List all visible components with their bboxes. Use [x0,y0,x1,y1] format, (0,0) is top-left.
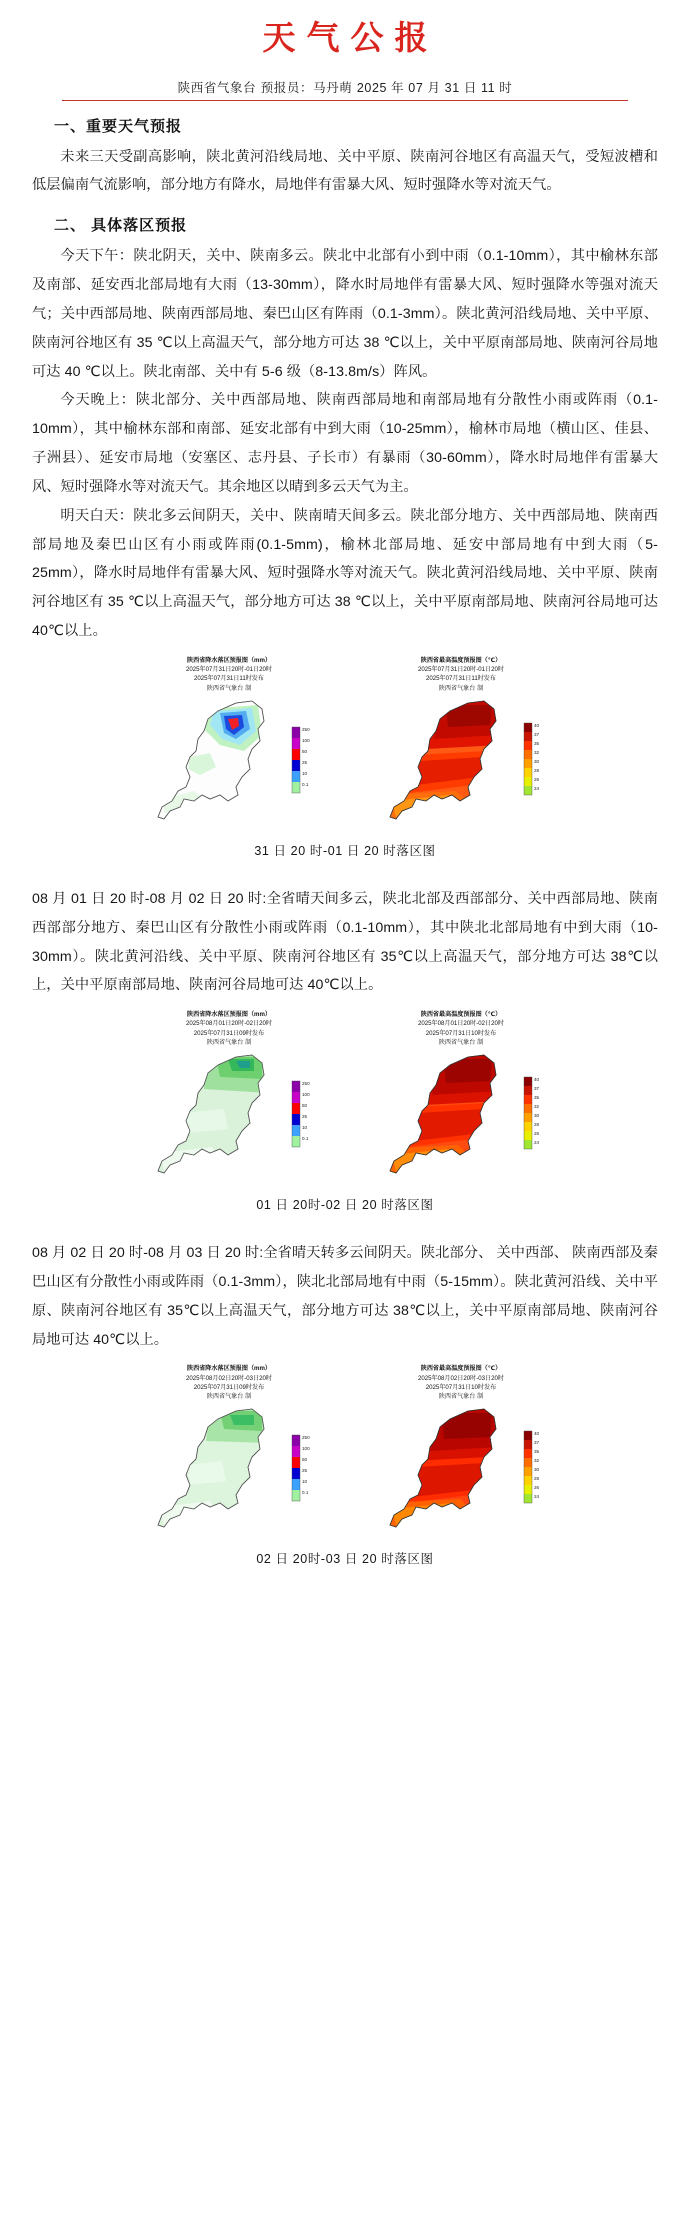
precip-legend [292,1435,310,1501]
figure-day1 [32,656,658,859]
shaanxi-precipitation-map-day1 [124,695,334,833]
map-issued: 2025年07月31日11时发布 [425,675,496,683]
masthead [0,0,690,64]
svg-text:25: 25 [302,759,308,765]
map-row-day1 [32,656,658,835]
svg-text:0.1: 0.1 [302,1490,309,1496]
map-period: 2025年08月01日20时-02日20时 [417,1020,505,1028]
figure-day3 [32,1364,658,1567]
svg-text:37: 37 [534,1086,540,1092]
svg-text:10: 10 [302,770,308,776]
svg-text:24: 24 [534,785,540,791]
forecast-today-afternoon: 今天下午：陕北阴天，关中、陕南多云。陕北中北部有小到中雨（0.1-10mm），其中榆林东部及南部、延安西北部局地有大雨（13-30mm），降水时局地伴有雷暴大风、短时强降水等强对流天气；关中西部局地、陕南西部局地、秦巴山区有阵雨（0.1-3mm）。陕北黄河沿线局地、关中平原、陕南河谷地区有 35 ℃以上高温天气，部分地方可达 38 ℃以上，关中平原南部局地、陕南河谷局地可达 40 ℃以上。陕北南部、关中有 5-6 级（8-13.8m/s）阵风。 [32,248,658,380]
svg-text:30: 30 [534,758,540,764]
svg-text:28: 28 [534,1476,540,1482]
shaanxi-temperature-map-day2 [356,1049,566,1187]
svg-text:25: 25 [302,1114,308,1120]
map-canvas-precipitation-day3 [120,1403,338,1543]
map-card-temperature-day1 [352,656,570,835]
map-issued: 2025年07月31日10时发布 [425,1029,497,1037]
svg-text:40: 40 [534,1077,540,1083]
svg-text:250: 250 [302,1435,310,1441]
map-source: 陕西省气象台 制 [438,1393,484,1401]
shaanxi-temperature-map-day1 [356,695,566,833]
figure-caption-day1: 31 日 20 时-01 日 20 时落区图 [254,843,436,858]
svg-text:28: 28 [534,767,540,773]
document-body [32,115,658,1568]
map-period: 2025年07月31日20时-01日20时 [417,666,505,674]
byline-office: 陕西省气象台 [177,80,257,95]
map-row-day2 [32,1010,658,1189]
svg-text:25: 25 [302,1468,308,1474]
map-card-precipitation-day3 [120,1364,338,1543]
svg-text:24: 24 [534,1494,540,1500]
map-title: 陕西省降水落区预报图（mm） [187,1011,271,1019]
precip-legend [292,727,310,793]
map-card-precipitation-day1 [120,656,338,835]
svg-text:10: 10 [302,1125,308,1131]
temp-bands [386,1053,501,1177]
temp-legend [524,1077,540,1149]
map-period: 2025年08月02日20时-03日20时 [185,1374,273,1382]
svg-text:50: 50 [302,1457,308,1463]
precip-bands [160,1407,269,1525]
section-heading-1: 一、重要天气预报 [54,117,183,135]
map-title: 陕西省最高温度预报图（℃） [420,1011,502,1019]
svg-text:50: 50 [302,748,308,754]
svg-text:24: 24 [534,1140,540,1146]
map-card-temperature-day3 [352,1364,570,1543]
map-issued: 2025年07月31日10时发布 [425,1383,497,1391]
forecast-day2-intro: 08 月 01 日 20 时-08 月 02 日 20 时:全省晴天间多云，陕北北部及西部部分、关中西部局地、陕南西部部分地方、秦巴山区有分散性小雨或阵雨（0.1-10mm），其中陕北北部局地有中到大雨（10-30mm）。陕北黄河沿线、关中平原、陕南河谷地区有 35℃以上高温天气，部分地方可达 38℃以上，关中平原南部局地、陕南河谷局地可达 40℃以上。 [32,890,658,994]
svg-text:30: 30 [534,1113,540,1119]
map-title: 陕西省最高温度预报图（℃） [420,656,502,664]
svg-text:250: 250 [302,726,310,732]
map-head-temperature-day3 [352,1364,570,1401]
map-card-precipitation-day2 [120,1010,338,1189]
map-head-temperature-day1 [352,656,570,693]
map-head-temperature-day2 [352,1010,570,1047]
svg-text:100: 100 [302,1446,310,1452]
page-title: 天气公报 [262,18,439,57]
map-head-precipitation-day1 [120,656,338,693]
svg-text:10: 10 [302,1479,308,1485]
svg-text:100: 100 [302,737,310,743]
byline-forecaster: 预报员：马丹萌 [260,80,353,95]
svg-text:37: 37 [534,1440,540,1446]
svg-text:26: 26 [534,776,540,782]
svg-text:250: 250 [302,1081,310,1087]
map-title: 陕西省最高温度预报图（℃） [420,1365,502,1373]
map-source: 陕西省气象台 制 [206,1038,252,1046]
svg-text:0.1: 0.1 [302,1136,309,1142]
temp-legend [524,723,540,795]
precip-bands [160,1053,269,1171]
forecast-tonight: 今天晚上：陕北部分、关中西部局地、陕南西部局地和南部局地有分散性小雨或阵雨（0.1-10mm），其中榆林东部和南部、延安北部有中到大雨（10-25mm），榆林市局地（横山区、佳县、子洲县）、延安市局地（安塞区、志丹县、子长市）有暴雨（30-60mm），降水时局地伴有雷暴大风、短时强降水等对流天气。其余地区以晴到多云天气为主。 [32,392,658,495]
svg-text:50: 50 [302,1103,308,1109]
svg-text:32: 32 [534,1458,540,1464]
map-canvas-temperature-day3 [352,1403,570,1543]
svg-text:32: 32 [534,749,540,755]
map-canvas-precipitation-day2 [120,1049,338,1189]
map-head-precipitation-day3 [120,1364,338,1401]
svg-text:40: 40 [534,1431,540,1437]
map-source: 陕西省气象台 制 [206,684,252,692]
map-source: 陕西省气象台 制 [206,1393,252,1401]
map-source: 陕西省气象台 制 [438,1038,484,1046]
svg-text:26: 26 [534,1131,540,1137]
map-head-precipitation-day2 [120,1010,338,1047]
map-row-day3 [32,1364,658,1543]
shaanxi-precipitation-map-day3 [124,1403,334,1541]
byline-datetime: 2025 年 07 月 31 日 11 时 [356,80,513,95]
map-issued: 2025年07月31日09时发布 [193,1029,265,1037]
svg-text:100: 100 [302,1092,310,1098]
svg-text:26: 26 [534,1485,540,1491]
svg-text:35: 35 [534,1095,540,1101]
map-period: 2025年08月01日20时-02日20时 [185,1020,273,1028]
map-card-temperature-day2 [352,1010,570,1189]
figure-caption-day2: 01 日 20时-02 日 20 时落区图 [256,1198,434,1213]
section-heading-2: 二、 具体落区预报 [54,217,188,235]
map-issued: 2025年07月31日11时发布 [193,675,264,683]
map-period: 2025年08月02日20时-03日20时 [417,1374,505,1382]
figure-caption-day3: 02 日 20时-03 日 20 时落区图 [256,1552,434,1567]
forecast-day3-intro: 08 月 02 日 20 时-08 月 03 日 20 时:全省晴天转多云间阴天。陕北部分、 关中西部、 陕南西部及秦巴山区有分散性小雨或阵雨（0.1-3mm），陕北北部局地有中雨（5-15mm）。陕北黄河沿线、关中平原、陕南河谷地区有 35℃以上高温天气，部分地方可达 38℃以上，关中平原南部局地、陕南河谷局地可达 40℃以上。 [32,1245,658,1348]
svg-text:35: 35 [534,1449,540,1455]
svg-text:28: 28 [534,1122,540,1128]
svg-text:0.1: 0.1 [302,781,309,787]
map-title: 陕西省降水落区预报图（mm） [187,656,271,664]
section-1-paragraph-1: 未来三天受副高影响，陕北黄河沿线局地、关中平原、陕南河谷地区有高温天气，受短波槽和低层偏南气流影响，部分地方有降水，局地伴有雷暴大风、短时强降水等对流天气。 [32,148,658,194]
figure-day2 [32,1010,658,1213]
svg-text:32: 32 [534,1104,540,1110]
shaanxi-precipitation-map-day2 [124,1049,334,1187]
precip-legend [292,1081,310,1147]
byline [62,78,628,101]
map-period: 2025年07月31日20时-01日20时 [185,666,273,674]
map-title: 陕西省降水落区预报图（mm） [187,1365,271,1373]
shaanxi-temperature-map-day3 [356,1403,566,1541]
temp-bands [386,699,501,823]
map-canvas-precipitation-day1 [120,695,338,835]
map-canvas-temperature-day1 [352,695,570,835]
svg-text:30: 30 [534,1467,540,1473]
svg-text:35: 35 [534,740,540,746]
map-source: 陕西省气象台 制 [438,684,484,692]
temp-legend [524,1431,540,1503]
temp-bands [386,1407,501,1531]
map-canvas-temperature-day2 [352,1049,570,1189]
svg-text:40: 40 [534,722,540,728]
svg-text:37: 37 [534,731,540,737]
forecast-tomorrow-daytime: 明天白天：陕北多云间阴天，关中、陕南晴天间多云。陕北部分地方、关中西部局地、陕南西部局地及秦巴山区有小雨或阵雨(0.1-5mm)，榆林北部局地、延安中部局地有中到大雨（5-25mm），降水时局地伴有雷暴大风、短时强降水等对流天气。陕北黄河沿线局地、关中平原、陕南河谷地区有 35 ℃以上高温天气，部分地方可达 38 ℃以上，关中平原南部局地、陕南河谷局地可达 40℃以上。 [32,507,658,640]
map-issued: 2025年07月31日09时发布 [193,1383,265,1391]
